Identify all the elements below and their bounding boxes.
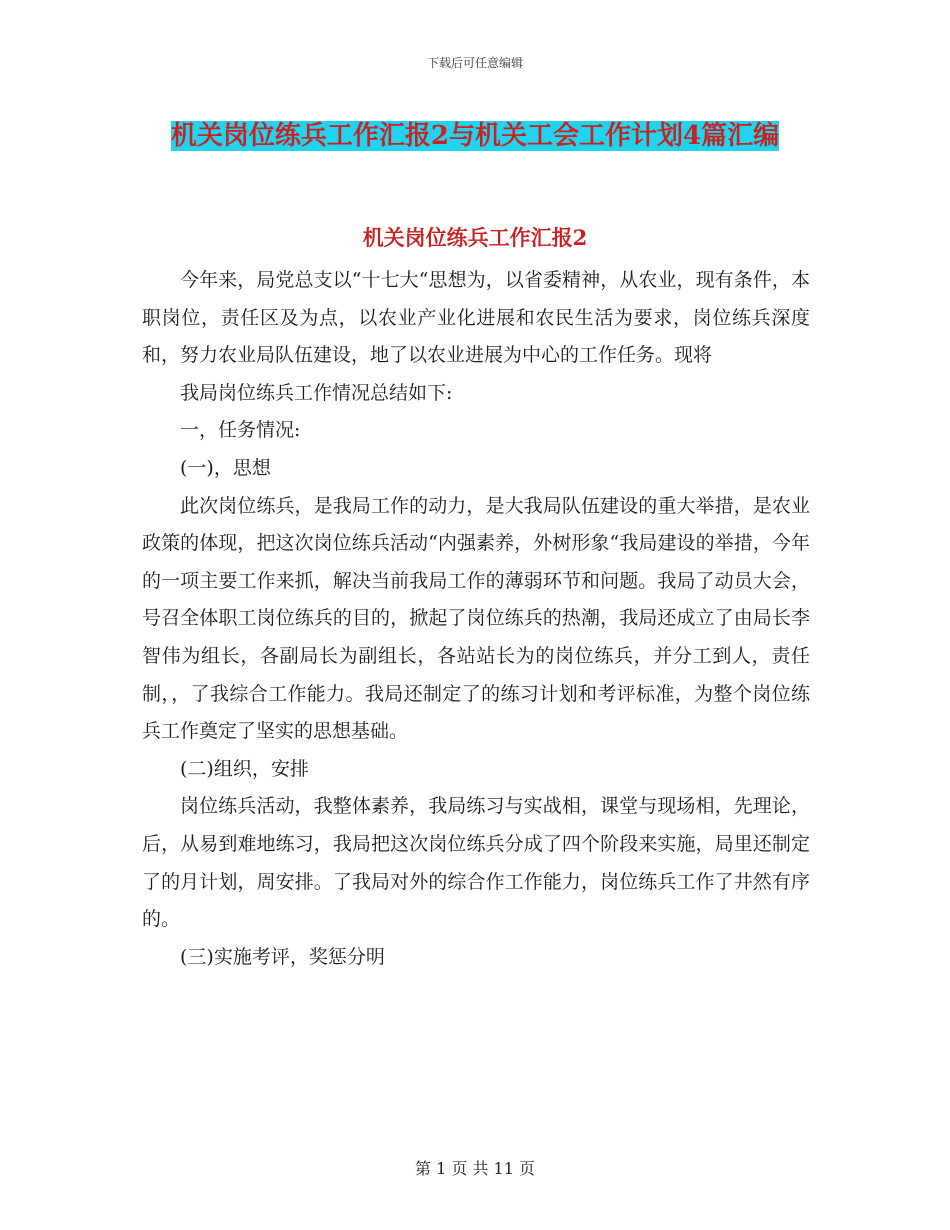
document-title bbox=[140, 112, 810, 160]
section-title: 机关岗位练兵工作汇报2 bbox=[362, 225, 588, 250]
paragraph: 今年来，局党总支以“十七大“思想为，以省委精神，从农业，现有条件，本职岗位，责任区及为点，以农业产业化进展和农民生活为要求，岗位练兵深度和，努力农业局队伍建设，地了以农业进展为中心的工作任务。现将 bbox=[142, 269, 810, 367]
paragraph: (三)实施考评，奖惩分明 bbox=[180, 945, 385, 968]
paragraph: (一)，思想 bbox=[180, 456, 271, 479]
paragraph: 一，任务情况: bbox=[180, 419, 301, 442]
page-footer: 第 1 页 共 11 页 bbox=[415, 1159, 535, 1178]
paragraph: (二)组织，安排 bbox=[180, 757, 309, 780]
body-text bbox=[142, 262, 810, 976]
paragraph: 我局岗位练兵工作情况总结如下: bbox=[180, 381, 453, 404]
paragraph: 此次岗位练兵，是我局工作的动力，是大我局队伍建设的重大举措，是农业政策的体现，把这次岗位练兵活动“内强素养，外树形象“我局建设的举措，今年的一项主要工作来抓，解决当前我局工作的薄弱环节和问题。我局了动员大会，号召全体职工岗位练兵的目的，掀起了岗位练兵的热潮，我局还成立了由局长李智伟为组长，各副局长为副组长，各站站长为的岗位练兵，并分工到人，责任制，，了我综合工作能力。我局还制定了的练习计划和考评标准，为整个岗位练兵工作奠定了坚实的思想基础。 bbox=[142, 494, 810, 743]
document-title-text: 机关岗位练兵工作汇报2与机关工会工作计划4篇汇编 bbox=[170, 121, 780, 151]
paragraph: 岗位练兵活动，我整体素养，我局练习与实战相，课堂与现场相，先理论，后，从易到难地练习，我局把这次岗位练兵分成了四个阶段来实施，局里还制定了的月计划，周安排。了我局对外的综合作工作能力，岗位练兵工作了井然有序的。 bbox=[142, 795, 810, 931]
header-note: 下载后可任意编辑 bbox=[426, 56, 523, 70]
